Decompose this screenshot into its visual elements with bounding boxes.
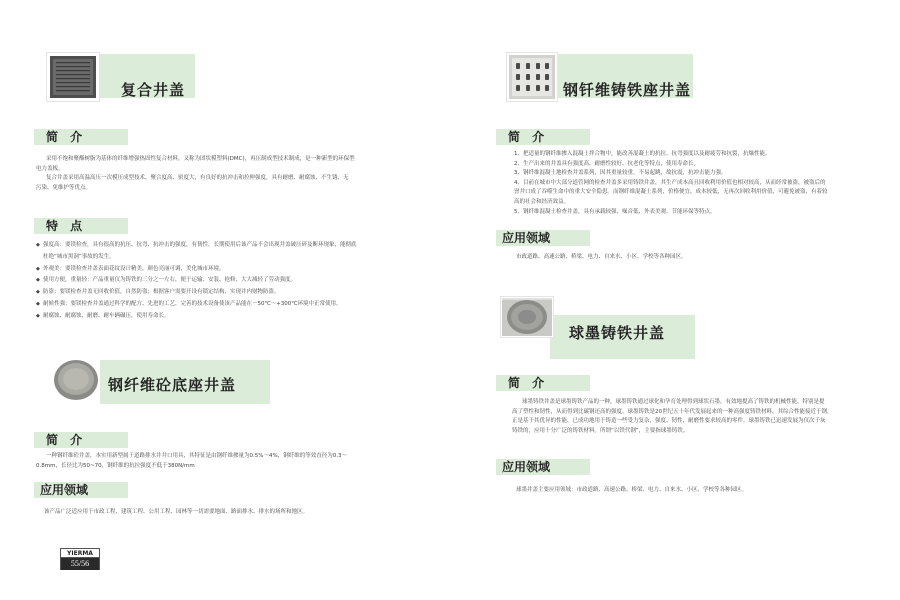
steel-fiber-concrete-intro-line: 0.8mm，长径比为50~70，钢纤维的抗拉强度不低于380N/mm (36, 462, 195, 469)
diamond-bullet-icon: ◆ (36, 265, 40, 272)
composite-intro-heading: 简 介 (46, 130, 87, 144)
feature-text: 耐候性强：要镁检查井盖通过科学的配方、先进的工艺，完善的技术设备使该产品能在－50℃～+300℃环境中正常使用。 (43, 300, 342, 307)
list-item (36, 240, 416, 252)
steel-fiber-iron-intro-heading: 简 介 (508, 130, 549, 144)
feature-text: 防盗：要镁检查井盖无回收价值，自然防盗；根据客户需要开设有锁定结构，实现并内财物防盗。 (43, 289, 280, 296)
steel-fiber-iron-application-text (516, 253, 876, 263)
feature-text: 耐腐蚀、耐腐蚀、耐磨、耐车辆碾压，使用寿命长。 (43, 312, 170, 319)
composite-intro-line: 电力盖板。 (36, 165, 64, 172)
composite-features-list (36, 240, 416, 323)
diamond-bullet-icon: ◆ (36, 289, 40, 296)
feature-text: 使用方便，重量轻：产品重量仅为铸铁的三分之一左右，便于运输、安装、抢修，大大减轻了劳动强度。 (43, 277, 297, 284)
ductile-iron-intro-heading: 简 介 (508, 376, 549, 390)
composite-features-heading: 特 点 (46, 219, 87, 233)
steel-fiber-concrete-title: 钢纤维砼底座井盖 (108, 376, 237, 394)
steel-fiber-concrete-intro-heading: 简 介 (46, 433, 87, 447)
ductile-iron-intro-line: 正是基于其优异的性能，已成功地用于铸造一些受力复杂，强度、韧性、耐磨性要求较高的零件。球墨铸铁已迅速发展为仅次于灰 (512, 418, 826, 425)
steel-fiber-iron-application-heading: 应用领域 (502, 231, 551, 245)
ductile-iron-intro-line: 球墨铸铁井盖是球墨铸铁产品的一种，球墨铸铁通过球化和孕育处理得到球状石墨，有效地提高了铸铁的机械性能，特别是提 (522, 399, 825, 405)
diamond-bullet-icon: ◆ (36, 312, 40, 319)
composite-cover-title: 复合井盖 (121, 81, 186, 99)
composite-cover-image (46, 52, 100, 102)
composite-intro-line: 采用不饱和聚酯树脂为基体的纤维增强热固性复合材料，又称为团状模塑料(DMC)，再压制成型技术制成，是一种新型的环保型 (46, 156, 355, 162)
diamond-bullet-icon: ◆ (36, 277, 40, 284)
steel-fiber-iron-intro-line: 窨井口成了吞噬生命中的重大安全隐患。而钢纤维混凝土系列，价格便宜，成本较低，无再次回收利用价值，可避免被盗，有着较 (514, 189, 828, 196)
ductile-iron-application-line: 球墨井盖主要应用领域：市政道路、高速公路、桥梁、电力、自来水、小区、学校等各种园区。 (516, 487, 748, 493)
list-item (36, 275, 416, 287)
steel-fiber-concrete-image (52, 356, 100, 402)
list-item (36, 287, 416, 299)
steel-fiber-concrete-application-line: 该产品广泛适应用于市政工程、建筑工程、公用工程、园林等一切需要地面、路面排水、排水的场所和地区。 (44, 509, 309, 515)
ductile-iron-intro-text (512, 398, 880, 436)
page-number-badge (60, 548, 100, 570)
steel-fiber-concrete-intro-text (36, 452, 416, 471)
steel-fiber-iron-application-line: 市政道路、高速公路、桥梁、电力、自来水、小区、学校等各种园区。 (516, 254, 687, 260)
page-numbers: 55/56 (61, 558, 99, 570)
composite-intro-line: 复合井盖采用高温高压一次模压成型技术，聚合度高、密度大，有良好的抗冲击和拉伸强度，具有耐磨、耐腐蚀、不生锈、无 (46, 175, 349, 182)
composite-intro-line: 污染、免维护等优点。 (36, 184, 92, 191)
ductile-iron-title: 球墨铸铁井盖 (569, 324, 666, 342)
composite-cover-picture (47, 53, 99, 101)
steel-fiber-concrete-application-heading: 应用领域 (40, 483, 89, 497)
steel-fiber-iron-intro-line: 1、把适量的钢纤维掺入混凝土拌合物中，能改善混凝土的抗拉、抗弯强度以及耐疲劳和抗裂，抗爆性能。 (514, 151, 771, 157)
diamond-bullet-icon: ◆ (36, 242, 40, 248)
steel-fiber-iron-picture (507, 53, 557, 101)
feature-text: 强度高：要镁检查，具有很高的抗压、抗弯、抗冲击的强度，有韧性。长期使用后该产品不会出现井盖破压碎及断环现象，能彻底 (43, 242, 357, 248)
diamond-bullet-icon: ◆ (36, 300, 40, 307)
steel-fiber-iron-intro-text (514, 150, 880, 217)
list-item (36, 299, 416, 311)
steel-fiber-iron-intro-line: 3、钢纤维混凝土地检查井盖系列，因其重量较重，不易起跳，故抗震，抗冲击能力强。 (514, 170, 727, 177)
feature-text: 外观美：要镁检查井盖表面花纹设计精美，颜色亮丽可调，美化城市环境。 (43, 265, 225, 272)
ductile-iron-intro-line: 铸铁的，应用十分广泛的铸铁材料。所谓“以铁代钢”，主要指球墨铸铁。 (512, 427, 689, 434)
ductile-iron-picture (501, 297, 553, 337)
ductile-iron-application-text (516, 486, 876, 496)
right-page (450, 0, 900, 600)
brand-name: YIERMA (61, 549, 99, 558)
ductile-iron-intro-line: 高了塑性和韧性，从而得到比碳钢还高的强度。球墨铸铁是20世纪五十年代发展起来的一种高强度铸铁材料，其综合性能接近于钢， (512, 408, 833, 415)
ductile-iron-image (500, 296, 554, 338)
steel-fiber-concrete-intro-line: 一种钢纤维砼井盖，本实用新型属于道路排水井井口用具，其特征是由钢纤维掺量为0.5%～4%，钢纤维的等效直径为0.3～ (46, 453, 347, 459)
ductile-iron-application-heading: 应用领域 (502, 460, 551, 474)
steel-fiber-iron-intro-line: 5、钢纤维混凝土检查井盖，具有承载较强、噪音低、外表美观、节能环保等特点。 (514, 208, 716, 215)
steel-fiber-concrete-picture (52, 356, 100, 402)
steel-fiber-iron-intro-line: 高的社会和经济效益。 (514, 198, 570, 205)
feature-text: 杜绝“城市黑洞”事故的发生。 (43, 253, 115, 260)
steel-fiber-iron-image (506, 52, 558, 102)
steel-fiber-iron-intro-line: 4、目前在城市中大部分道管网的检查井盖多采用铸铁井盖，其生产成本高且回收利用价值也相对较高，从而经常被盗，被盗后的 (514, 179, 826, 186)
list-item (36, 264, 416, 276)
steel-fiber-iron-title: 钢钎维铸铁座井盖 (563, 81, 692, 99)
list-item (36, 252, 416, 264)
composite-intro-text (36, 155, 416, 193)
list-item (36, 311, 416, 323)
steel-fiber-iron-intro-line: 2、生产出来的井盖具有强度高、耐磨性较好、抗老化等特点，使用寿命长。 (514, 160, 700, 167)
steel-fiber-concrete-application-text (44, 508, 414, 518)
